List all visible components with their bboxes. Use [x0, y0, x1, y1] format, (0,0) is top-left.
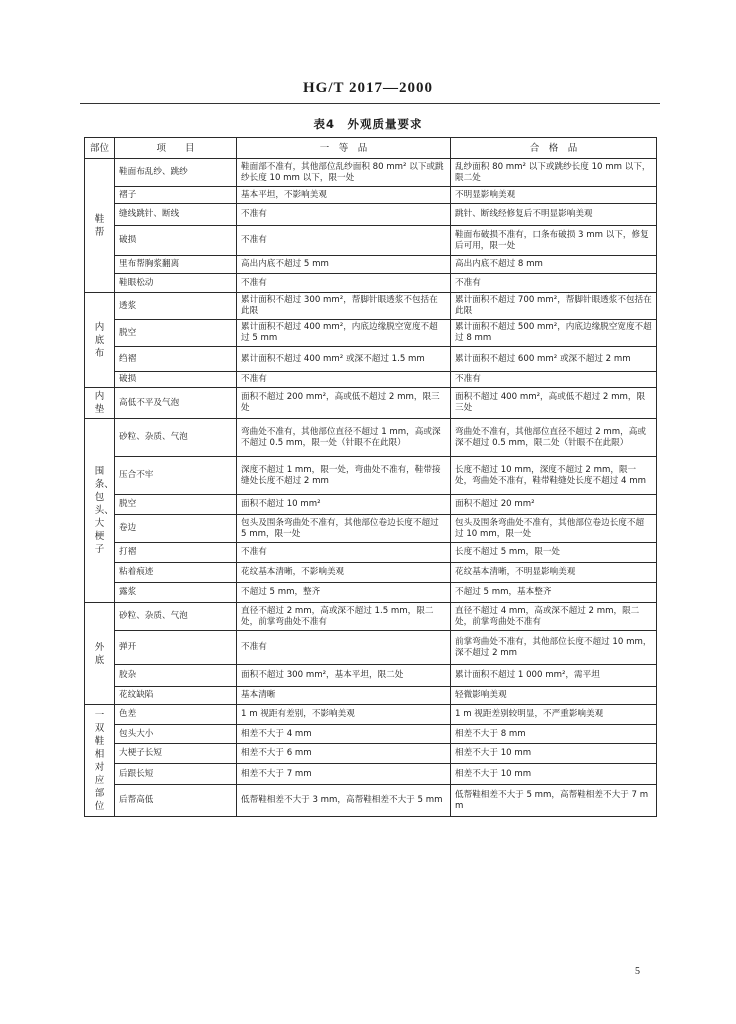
table-row	[85, 187, 657, 204]
first-grade-cell: 面积不超过 10 mm²	[237, 495, 451, 515]
table-row	[85, 563, 657, 583]
item-cell: 后帮高低	[115, 785, 237, 817]
qualified-cell: 长度不超过 5 mm，限一处	[451, 543, 657, 563]
first-grade-cell: 不准有	[237, 274, 451, 293]
item-cell: 脱空	[115, 495, 237, 515]
first-grade-cell: 包头及围条弯曲处不准有，其他部位卷边长度不超过 5 mm，限一处	[237, 515, 451, 543]
table-row	[85, 515, 657, 543]
item-cell: 包头大小	[115, 725, 237, 744]
first-grade-cell: 基本清晰	[237, 687, 451, 705]
item-cell: 透浆	[115, 293, 237, 320]
appearance-quality-table	[84, 137, 657, 817]
qualified-cell: 不超过 5 mm，基本整齐	[451, 583, 657, 603]
header-first-grade: 一 等 品	[237, 138, 451, 159]
table-caption: 表4 外观质量要求	[313, 117, 423, 131]
table-row	[85, 495, 657, 515]
table-row	[85, 320, 657, 347]
table-row	[85, 457, 657, 495]
standard-number: HG/T 2017—2000	[303, 80, 433, 96]
qualified-cell: 累计面积不超过 1 000 mm²，需平坦	[451, 665, 657, 687]
item-cell: 砂粒、杂质、气泡	[115, 603, 237, 631]
item-cell: 绉褶	[115, 347, 237, 372]
item-cell: 后跟长短	[115, 764, 237, 785]
part-label: 围条、包头、大梗子	[94, 466, 114, 555]
table-row	[85, 226, 657, 256]
qualified-cell: 包头及围条弯曲处不准有，其他部位卷边长度不超过 10 mm，限一处	[451, 515, 657, 543]
first-grade-cell: 直径不超过 2 mm，高或深不超过 1.5 mm，限二处，前掌弯曲处不准有	[237, 603, 451, 631]
table-row	[85, 388, 657, 419]
first-grade-cell: 1 m 视距有差别，不影响美观	[237, 705, 451, 725]
table-row	[85, 583, 657, 603]
item-cell: 破损	[115, 372, 237, 388]
part-cell	[85, 603, 115, 705]
table-row	[85, 256, 657, 274]
part-label: 内垫	[94, 391, 105, 415]
first-grade-cell: 不准有	[237, 372, 451, 388]
table-row	[85, 293, 657, 320]
part-label: 外底	[94, 641, 105, 666]
first-grade-cell: 高出内底不超过 5 mm	[237, 256, 451, 274]
table-row	[85, 159, 657, 187]
first-grade-cell: 低帮鞋相差不大于 3 mm，高帮鞋相差不大于 5 mm	[237, 785, 451, 817]
qualified-cell: 弯曲处不准有，其他部位直径不超过 2 mm，高或深不超过 0.5 mm，限二处（针眼不在此限）	[451, 419, 657, 457]
first-grade-cell: 基本平坦，不影响美观	[237, 187, 451, 204]
qualified-cell: 长度不超过 10 mm，深度不超过 2 mm，限一处，弯曲处不准有，鞋带鞋缝处长度不超过 4 mm	[451, 457, 657, 495]
item-cell: 高低不平及气泡	[115, 388, 237, 419]
first-grade-cell: 累计面积不超过 400 mm² 或深不超过 1.5 mm	[237, 347, 451, 372]
table-header-row	[85, 138, 657, 159]
item-cell: 粘着痕迹	[115, 563, 237, 583]
item-cell: 胶杂	[115, 665, 237, 687]
table-row	[85, 274, 657, 293]
part-label: 鞋帮	[94, 213, 105, 238]
first-grade-cell: 弯曲处不准有，其他部位直径不超过 1 mm，高或深不超过 0.5 mm，限一处（针眼不在此限）	[237, 419, 451, 457]
part-cell	[85, 388, 115, 419]
first-grade-cell: 花纹基本清晰，不影响美观	[237, 563, 451, 583]
table-body	[85, 159, 657, 817]
first-grade-cell: 相差不大于 4 mm	[237, 725, 451, 744]
table-row	[85, 204, 657, 226]
item-cell: 鞋眼松动	[115, 274, 237, 293]
qualified-cell: 不准有	[451, 372, 657, 388]
qualified-cell: 低帮鞋相差不大于 5 mm，高帮鞋相差不大于 7 mm	[451, 785, 657, 817]
table-row	[85, 725, 657, 744]
first-grade-cell: 相差不大于 7 mm	[237, 764, 451, 785]
first-grade-cell: 面积不超过 200 mm²，高或低不超过 2 mm，限三处	[237, 388, 451, 419]
table-row	[85, 785, 657, 817]
qualified-cell: 相差不大于 8 mm	[451, 725, 657, 744]
first-grade-cell: 不超过 5 mm，整齐	[237, 583, 451, 603]
first-grade-cell: 鞋面部不准有，其他部位乱纱面积 80 mm² 以下或跳纱长度 10 mm 以下，限一处	[237, 159, 451, 187]
qualified-cell: 相差不大于 10 mm	[451, 744, 657, 764]
first-grade-cell: 不准有	[237, 204, 451, 226]
header-part: 部位	[85, 138, 115, 159]
header-qualified: 合 格 品	[451, 138, 657, 159]
part-cell	[85, 705, 115, 817]
part-label: 内底布	[94, 321, 105, 359]
qualified-cell: 高出内底不超过 8 mm	[451, 256, 657, 274]
table-row	[85, 665, 657, 687]
table-row	[85, 764, 657, 785]
qualified-cell: 累计面积不超过 500 mm²，内底边缘脱空宽度不超过 8 mm	[451, 320, 657, 347]
header-item: 项 目	[115, 138, 237, 159]
qualified-cell: 累计面积不超过 600 mm² 或深不超过 2 mm	[451, 347, 657, 372]
qualified-cell: 前掌弯曲处不准有，其他部位长度不超过 10 mm，深不超过 2 mm	[451, 631, 657, 665]
qualified-cell: 相差不大于 10 mm	[451, 764, 657, 785]
first-grade-cell: 累计面积不超过 300 mm²，帮脚针眼透浆不包括在此限	[237, 293, 451, 320]
part-cell	[85, 419, 115, 603]
item-cell: 大梗子长短	[115, 744, 237, 764]
qualified-cell: 花纹基本清晰，不明显影响美观	[451, 563, 657, 583]
item-cell: 褶子	[115, 187, 237, 204]
qualified-cell: 直径不超过 4 mm，高或深不超过 2 mm，限二处，前掌弯曲处不准有	[451, 603, 657, 631]
table-row	[85, 705, 657, 725]
qualified-cell: 面积不超过 20 mm²	[451, 495, 657, 515]
part-cell	[85, 159, 115, 293]
qualified-cell: 1 m 视距差别较明显，不严重影响美观	[451, 705, 657, 725]
table-row	[85, 347, 657, 372]
item-cell: 砂粒、杂质、气泡	[115, 419, 237, 457]
table-row	[85, 372, 657, 388]
item-cell: 压合不牢	[115, 457, 237, 495]
first-grade-cell: 不准有	[237, 631, 451, 665]
item-cell: 鞋面布乱纱、跳纱	[115, 159, 237, 187]
first-grade-cell: 不准有	[237, 543, 451, 563]
item-cell: 色差	[115, 705, 237, 725]
qualified-cell: 不明显影响美观	[451, 187, 657, 204]
table-row	[85, 543, 657, 563]
item-cell: 弹开	[115, 631, 237, 665]
qualified-cell: 鞋面布破损不准有，口条布破损 3 mm 以下，修复后可用，限一处	[451, 226, 657, 256]
page-number: 5	[635, 966, 640, 977]
qualified-cell: 面积不超过 400 mm²，高或低不超过 2 mm，限三处	[451, 388, 657, 419]
item-cell: 打褶	[115, 543, 237, 563]
first-grade-cell: 累计面积不超过 400 mm²，内底边缘脱空宽度不超过 5 mm	[237, 320, 451, 347]
item-cell: 脱空	[115, 320, 237, 347]
first-grade-cell: 面积不超过 300 mm²，基本平坦，限二处	[237, 665, 451, 687]
qualified-cell: 跳针、断线经修复后不明显影响美观	[451, 204, 657, 226]
first-grade-cell: 深度不超过 1 mm，限一处，弯曲处不准有，鞋带接缝处长度不超过 2 mm	[237, 457, 451, 495]
item-cell: 露浆	[115, 583, 237, 603]
table-row	[85, 603, 657, 631]
table-row	[85, 687, 657, 705]
qualified-cell: 乱纱面积 80 mm² 以下或跳纱长度 10 mm 以下，限二处	[451, 159, 657, 187]
table-row	[85, 631, 657, 665]
first-grade-cell: 不准有	[237, 226, 451, 256]
header-rule	[80, 103, 660, 104]
item-cell: 破损	[115, 226, 237, 256]
qualified-cell: 轻微影响美观	[451, 687, 657, 705]
part-label: 一双鞋相对应部位	[94, 709, 105, 812]
item-cell: 里布帮胸浆翻离	[115, 256, 237, 274]
qualified-cell: 累计面积不超过 700 mm²，帮脚针眼透浆不包括在此限	[451, 293, 657, 320]
item-cell: 卷边	[115, 515, 237, 543]
item-cell: 缝线跳针、断线	[115, 204, 237, 226]
first-grade-cell: 相差不大于 6 mm	[237, 744, 451, 764]
part-cell	[85, 293, 115, 388]
table-row	[85, 419, 657, 457]
qualified-cell: 不准有	[451, 274, 657, 293]
table-row	[85, 744, 657, 764]
item-cell: 花纹缺陷	[115, 687, 237, 705]
